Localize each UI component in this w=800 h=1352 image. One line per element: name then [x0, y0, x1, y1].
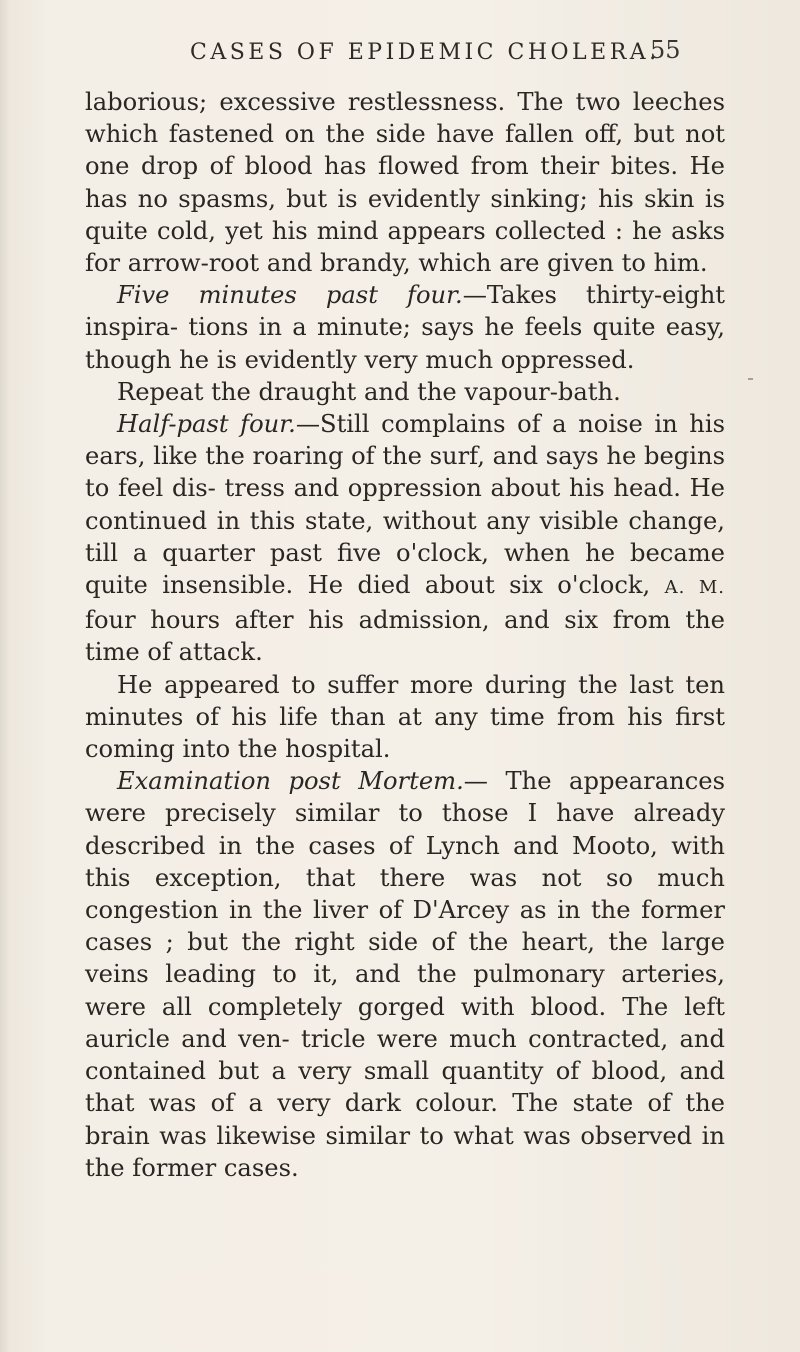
running-head — [190, 36, 750, 76]
paragraph-1-text: laborious; excessive restlessness. The two leeches which fastened on the side have fallen off, but not one drop of blood has flowed from their bites. He has no spasms, but is evidently sinking; his skin is quite cold, yet his mind appears collected : he asks for arrow-root and brandy, which are given to him. — [85, 88, 725, 278]
page-number: 55 — [650, 36, 681, 64]
paragraph-5 — [85, 669, 725, 766]
paragraph-3-text: Repeat the draught and the vapour-bath. — [117, 377, 621, 406]
am-abbreviation: A. M. — [664, 577, 725, 599]
paragraph-6-text: — The appearances were precisely similar to those I have already described in the cases of Lynch and Mooto, with this exception, that there was not so much congestion in the liver of D'Arcey as in the former cases ; but the right side of the heart, the large veins leading to it, and the pulmonary arteries, were all completely gorged with blood. The left auricle and ven- tricle were much contracted, and contained but a very small quantity of blood, and that was of a very dark colour. The state of the brain was likewise similar to what was observed in the former cases. — [85, 767, 726, 1182]
margin-ink-mark — [748, 378, 753, 380]
paragraph-1 — [85, 86, 725, 279]
running-title: CASES OF EPIDEMIC CHOLERA. — [190, 40, 660, 65]
paragraph-4 — [85, 408, 725, 669]
body-text — [85, 86, 725, 1184]
paragraph-4-text-b: four hours after his admission, and six from the time of attack. — [85, 606, 725, 667]
paragraph-6 — [85, 765, 725, 1184]
page-edge-shadow — [0, 0, 10, 1352]
time-heading-five-past-four: Five minutes past four. — [117, 281, 463, 310]
time-heading-half-past-four: Half-past four. — [117, 410, 296, 439]
paragraph-5-text: He appeared to suffer more during the last ten minutes of his life than at any time from his first coming into the hospital. — [85, 670, 725, 764]
paragraph-4-text-a: —Still complains of a noise in his ears, like the roaring of the surf, and says he begins to feel dis- tress and oppression about his head. He continued in this state, without any visible change, till a quarter past five o'clock, when he became quite insensible. He died about six o'clock, — [85, 410, 726, 600]
examination-heading: Examination post Mortem. — [117, 767, 464, 796]
paragraph-2 — [85, 279, 725, 376]
paragraph-3 — [85, 376, 725, 408]
paragraph-2-text: —Takes thirty-eight inspira- tions in a minute; says he feels quite easy, though he is evidently very much oppressed. — [85, 281, 725, 374]
